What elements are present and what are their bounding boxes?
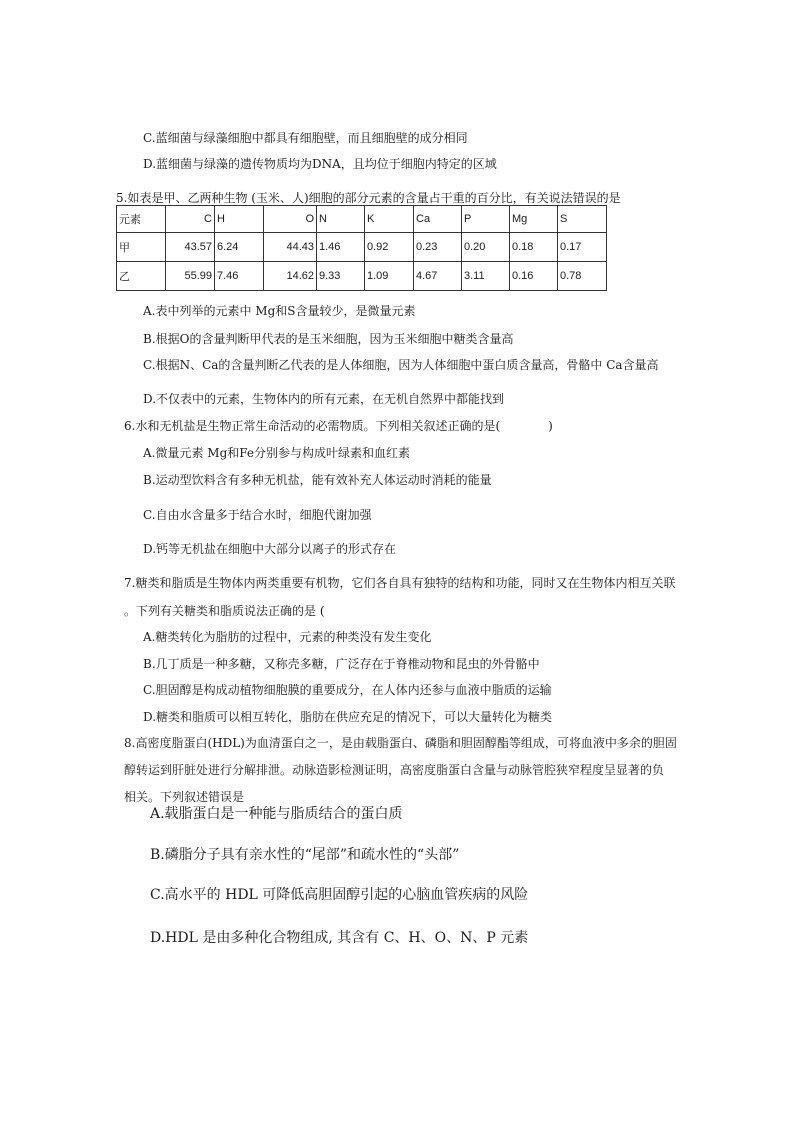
table-header-cell: C xyxy=(166,206,215,233)
q6-option-d: D.钙等无机盐在细胞中大部分以离子的形式存在 xyxy=(143,542,397,556)
table-cell: 1.09 xyxy=(365,262,414,291)
table-cell: 0.92 xyxy=(365,233,414,262)
q4-option-c: C.蓝细菌与绿藻细胞中都具有细胞壁，而且细胞壁的成分相同 xyxy=(143,131,468,145)
q7-option-c: C.胆固醇是构成动植物细胞膜的重要成分，在人体内还参与血液中脂质的运输 xyxy=(143,683,552,697)
table-header-cell: Ca xyxy=(414,206,462,233)
q5-option-b: B.根据O的含量判断甲代表的是玉米细胞，因为玉米细胞中糖类含量高 xyxy=(143,332,514,346)
table-cell: 0.17 xyxy=(558,233,607,262)
q8-option-d: D.HDL 是由多种化合物组成, 其含有 C、H、O、N、P 元素 xyxy=(150,930,529,946)
q7-option-b: B.几丁质是一种多糖，又称壳多糖，广泛存在于脊椎动物和昆虫的外骨骼中 xyxy=(143,657,540,671)
table-header-cell: P xyxy=(462,206,510,233)
table-header-cell: O xyxy=(264,206,317,233)
q5-option-c: C.根据N、Ca的含量判断乙代表的是人体细胞，因为人体细胞中蛋白质含量高，骨骼中 Ca含量高 xyxy=(143,358,659,372)
table-cell: 0.23 xyxy=(414,233,462,262)
table-header-cell: K xyxy=(365,206,414,233)
q5-stem: 5.如表是甲、乙两种生物 (玉米、人)细胞的部分元素的含量占干重的百分比，有关说法错误的是 xyxy=(116,191,621,205)
table-cell: 0.20 xyxy=(462,233,510,262)
q7-stem-line1: 7.糖类和脂质是生物体内两类重要有机物，它们各自具有独特的结构和功能，同时又在生物体内相互关联 xyxy=(124,576,676,590)
q8-option-c: C.高水平的 HDL 可降低高胆固醇引起的心脑血管疾病的风险 xyxy=(150,887,529,903)
table-cell: 乙 xyxy=(117,262,166,291)
table-cell: 3.11 xyxy=(462,262,510,291)
table-cell: 0.78 xyxy=(558,262,607,291)
table-cell: 14.62 xyxy=(264,262,317,291)
table-header-cell: S xyxy=(558,206,607,233)
table-header-cell: Mg xyxy=(510,206,558,233)
table-header-row xyxy=(117,206,607,233)
q7-stem-line2: 。下列有关糖类和脂质说法正确的是 ( xyxy=(124,604,325,618)
q8-stem-line3: 相关。下列叙述错误是 xyxy=(124,790,245,804)
table-cell: 7.46 xyxy=(215,262,264,291)
table-cell: 甲 xyxy=(117,233,166,262)
table-cell: 43.57 xyxy=(166,233,215,262)
q7-option-a: A.糖类转化为脂肪的过程中，元素的种类没有发生变化 xyxy=(143,630,432,644)
q8-option-b: B.磷脂分子具有亲水性的“尾部”和疏水性的“头部” xyxy=(150,847,460,863)
table-cell: 0.18 xyxy=(510,233,558,262)
q6-stem: 6.水和无机盐是生物正常生命活动的必需物质。下列相关叙述正确的是( ) xyxy=(124,419,553,433)
element-content-table xyxy=(116,205,607,291)
q7-option-d: D.糖类和脂质可以相互转化，脂肪在供应充足的情况下，可以大量转化为糖类 xyxy=(143,710,553,724)
table-header-cell: H xyxy=(215,206,264,233)
q5-option-d: D.不仅表中的元素，生物体内的所有元素，在无机自然界中都能找到 xyxy=(143,392,505,406)
table-header-cell: N xyxy=(317,206,365,233)
table-cell: 1.46 xyxy=(317,233,365,262)
q8-stem-line2: 醇转运到肝脏处进行分解排泄。动脉造影检测证明，高密度脂蛋白含量与动脉管腔狭窄程度呈显著的负 xyxy=(124,763,665,777)
q8-option-a: A.载脂蛋白是一种能与脂质结合的蛋白质 xyxy=(150,806,403,822)
table-cell: 44.43 xyxy=(264,233,317,262)
table-cell: 9.33 xyxy=(317,262,365,291)
q5-option-a: A.表中列举的元素中 Mg和S含量较少，是微量元素 xyxy=(143,304,416,318)
table-row xyxy=(117,262,607,291)
table-cell: 6.24 xyxy=(215,233,264,262)
q4-option-d: D.蓝细菌与绿藻的遗传物质均为DNA，且均位于细胞内特定的区域 xyxy=(143,157,497,171)
q6-option-a: A.微量元素 Mg和Fe分别参与构成叶绿素和血红素 xyxy=(143,446,411,460)
q8-stem-line1: 8.高密度脂蛋白(HDL)为血清蛋白之一，是由载脂蛋白、磷脂和胆固醇酯等组成，可将血液中多余的胆固 xyxy=(124,736,677,750)
table-cell: 0.16 xyxy=(510,262,558,291)
q6-option-c: C.自由水含量多于结合水时，细胞代谢加强 xyxy=(143,508,372,522)
table-row xyxy=(117,233,607,262)
table-cell: 55.99 xyxy=(166,262,215,291)
table-header-cell: 元素 xyxy=(117,206,166,233)
q6-option-b: B.运动型饮料含有多种无机盐，能有效补充人体运动时消耗的能量 xyxy=(143,473,492,487)
table-cell: 4.67 xyxy=(414,262,462,291)
